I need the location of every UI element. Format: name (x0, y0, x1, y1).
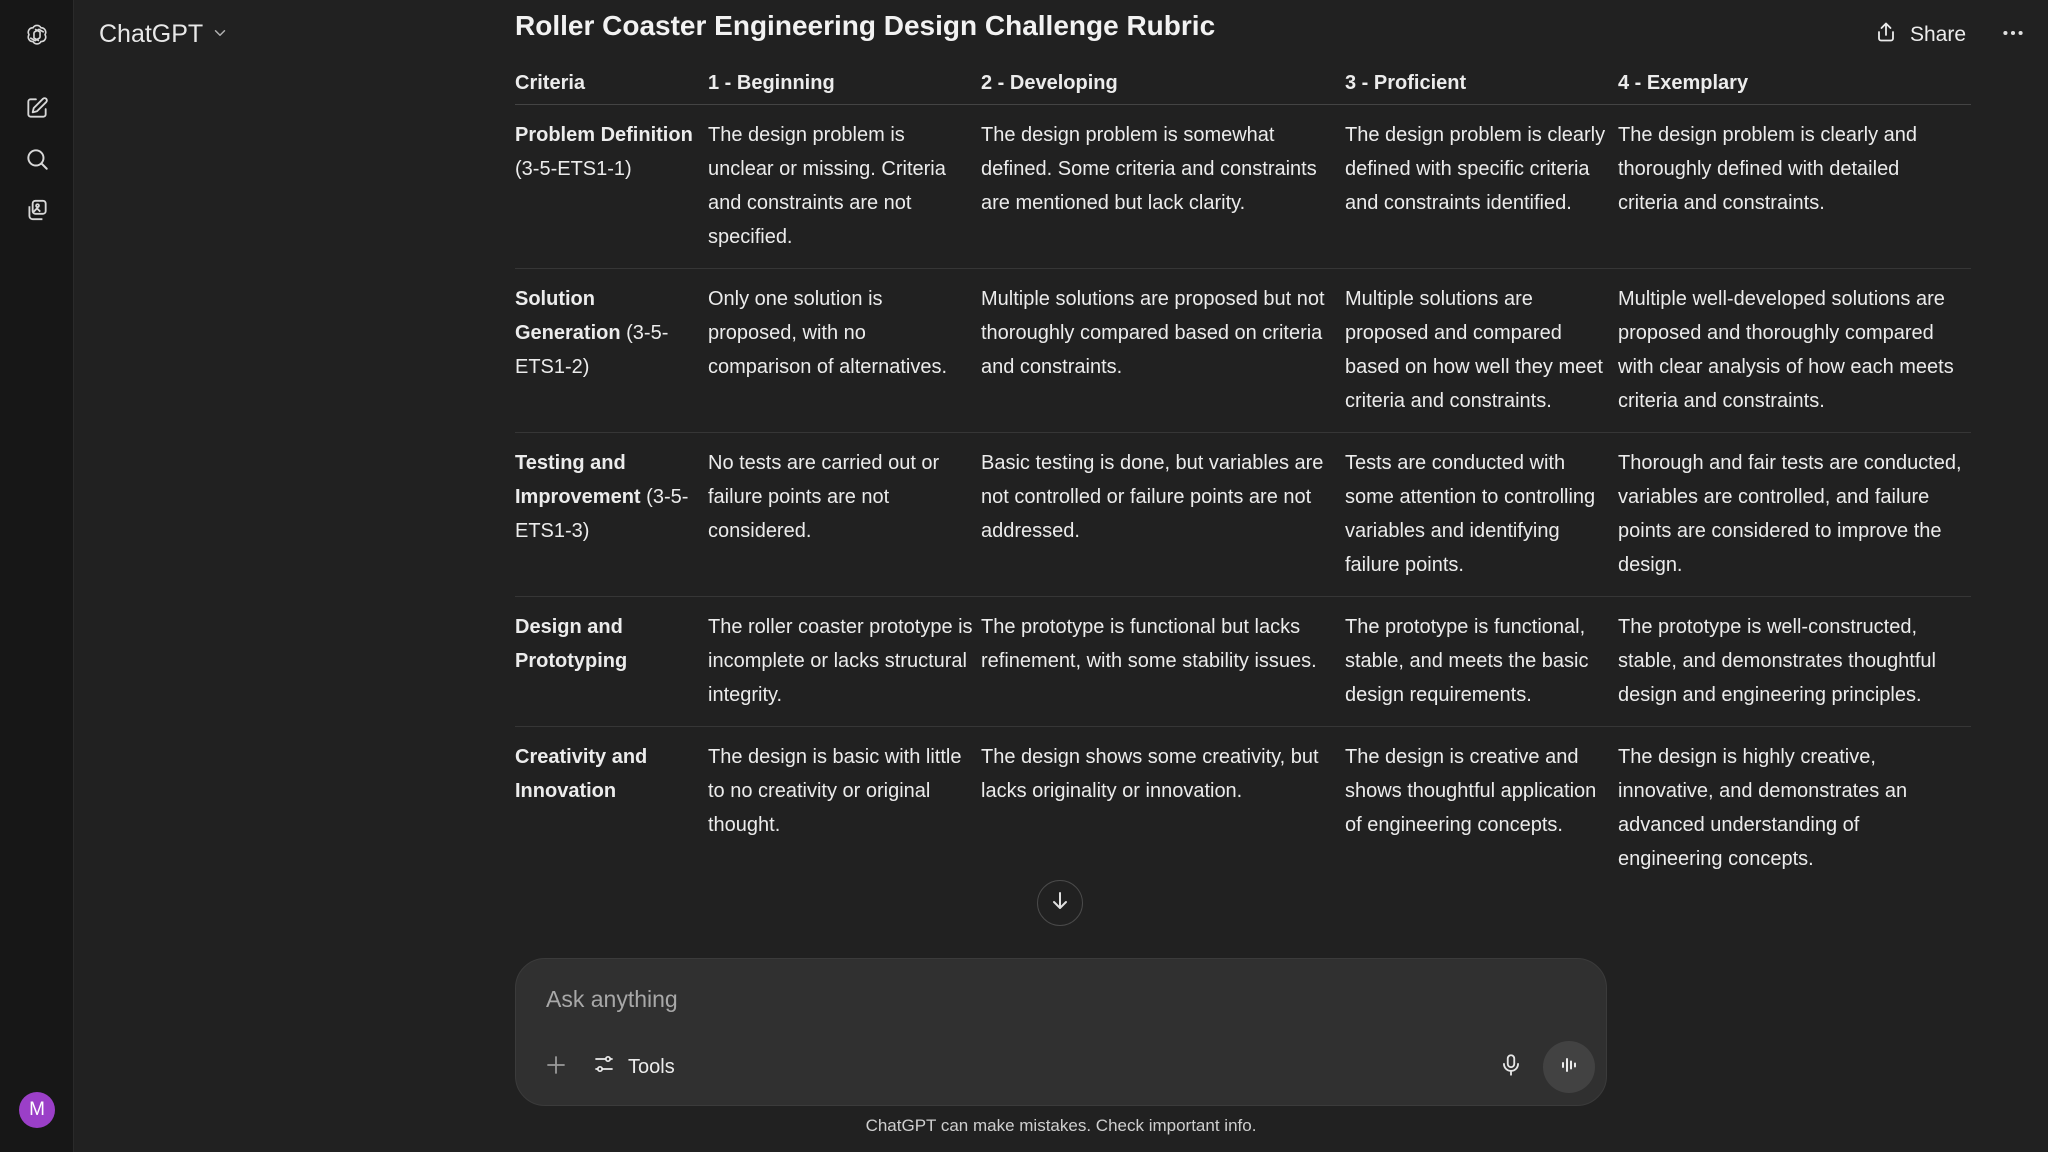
new-chat-icon[interactable] (17, 88, 57, 128)
scroll-to-bottom-button[interactable] (1037, 880, 1083, 926)
level-cell: The design problem is unclear or missing. Criteria and constraints are not specified. (708, 105, 981, 269)
avatar-initial: M (29, 1099, 45, 1120)
criteria-cell (515, 105, 708, 269)
table-header-row (515, 64, 1971, 105)
table-row (515, 269, 1971, 433)
tools-label: Tools (628, 1055, 675, 1078)
column-header-exemplary: 4 - Exemplary (1618, 64, 1971, 105)
criteria-standard: (3-5-ETS1-2) (515, 322, 669, 378)
table-row (515, 105, 1971, 269)
column-header-developing: 2 - Developing (981, 64, 1345, 105)
level-cell: The design is creative and shows thoughtful application of engineering concepts. (1345, 746, 1597, 836)
model-name: ChatGPT (99, 19, 204, 48)
more-options-button[interactable] (1996, 18, 2030, 52)
more-icon (2000, 20, 2026, 51)
voice-mode-icon (1557, 1053, 1581, 1082)
level-cell: Multiple solutions are proposed and compared based on how well they meet criteria and constraints. (1345, 269, 1618, 433)
microphone-icon (1498, 1052, 1524, 1083)
level-cell: The prototype is functional, stable, and meets the basic design requirements. (1345, 597, 1618, 727)
criteria-cell (515, 269, 708, 433)
arrow-down-icon (1048, 889, 1072, 918)
column-header-proficient: 3 - Proficient (1345, 64, 1618, 105)
column-header-beginning: 1 - Beginning (708, 64, 981, 105)
criteria-standard: (3-5-ETS1-1) (515, 158, 632, 180)
level-cell: The design is basic with little to no creativity or original thought. (708, 746, 962, 836)
criteria-name: Testing and Improvement (515, 452, 641, 508)
criteria-cell (515, 597, 708, 727)
chevron-down-icon (211, 20, 229, 49)
level-cell: Only one solution is proposed, with no comparison of alternatives. (708, 269, 981, 433)
criteria-cell (515, 433, 708, 597)
criteria-cell (515, 727, 708, 891)
criteria-standard: (3-5-ETS1-3) (515, 486, 689, 542)
tools-button[interactable] (592, 1049, 675, 1085)
level-cell: Multiple well-developed solutions are proposed and thoroughly compared with clear analysis of how each meets criteria and constraints. (1618, 269, 1971, 433)
level-cell: No tests are carried out or failure points are not considered. (708, 433, 981, 597)
table-row (515, 597, 1971, 727)
rubric-table (515, 64, 1971, 890)
plus-icon (544, 1053, 568, 1082)
add-attachment-button[interactable] (538, 1049, 574, 1085)
column-header-criteria: Criteria (515, 64, 708, 105)
level-cell: Basic testing is done, but variables are not controlled or failure points are not addressed. (981, 433, 1345, 597)
composer (515, 958, 1607, 1106)
level-cell: The design problem is somewhat defined. Some criteria and constraints are mentioned but lack clarity. (981, 105, 1345, 269)
level-cell: The design is highly creative, innovative, and demonstrates an advanced understanding of engineering concepts. (1618, 746, 1908, 870)
library-icon[interactable] (17, 190, 57, 230)
level-cell: Thorough and fair tests are conducted, variables are controlled, and failure points are considered to improve the design. (1618, 433, 1971, 597)
level-cell: The design shows some creativity, but lacks originality or innovation. (981, 746, 1319, 802)
level-cell: The prototype is well-constructed, stable, and demonstrates thoughtful design and engineering principles. (1618, 597, 1971, 727)
voice-mode-button[interactable] (1543, 1041, 1595, 1093)
model-switcher[interactable] (99, 16, 229, 52)
level-cell: The roller coaster prototype is incomplete or lacks structural integrity. (708, 597, 981, 727)
table-row (515, 433, 1971, 597)
level-cell: The design problem is clearly defined with specific criteria and constraints identified. (1345, 105, 1618, 269)
share-button[interactable] (1874, 18, 1966, 52)
openai-logo-icon[interactable] (17, 15, 57, 55)
avatar[interactable] (19, 1092, 55, 1128)
sliders-icon (592, 1052, 616, 1082)
table-row (515, 727, 1971, 891)
left-rail (0, 0, 74, 1152)
share-icon (1874, 20, 1898, 50)
disclaimer: ChatGPT can make mistakes. Check important info. (865, 1116, 1257, 1135)
level-cell: Multiple solutions are proposed but not thoroughly compared based on criteria and constraints. (981, 269, 1345, 433)
criteria-name: Solution Generation (515, 288, 621, 344)
share-label: Share (1910, 23, 1967, 46)
criteria-name: Creativity and Innovation (515, 746, 648, 802)
rubric-title: Roller Coaster Engineering Design Challenge Rubric (515, 10, 1216, 41)
search-icon[interactable] (17, 139, 57, 179)
criteria-name: Design and Prototyping (515, 616, 628, 672)
level-cell: The design problem is clearly and thoroughly defined with detailed criteria and constraints. (1618, 105, 1971, 269)
level-cell: The prototype is functional but lacks refinement, with some stability issues. (981, 597, 1345, 727)
dictate-button[interactable] (1491, 1047, 1531, 1087)
level-cell: Tests are conducted with some attention to controlling variables and identifying failure points. (1345, 433, 1618, 597)
prompt-input[interactable] (544, 979, 1544, 1019)
criteria-name: Problem Definition (515, 124, 693, 146)
